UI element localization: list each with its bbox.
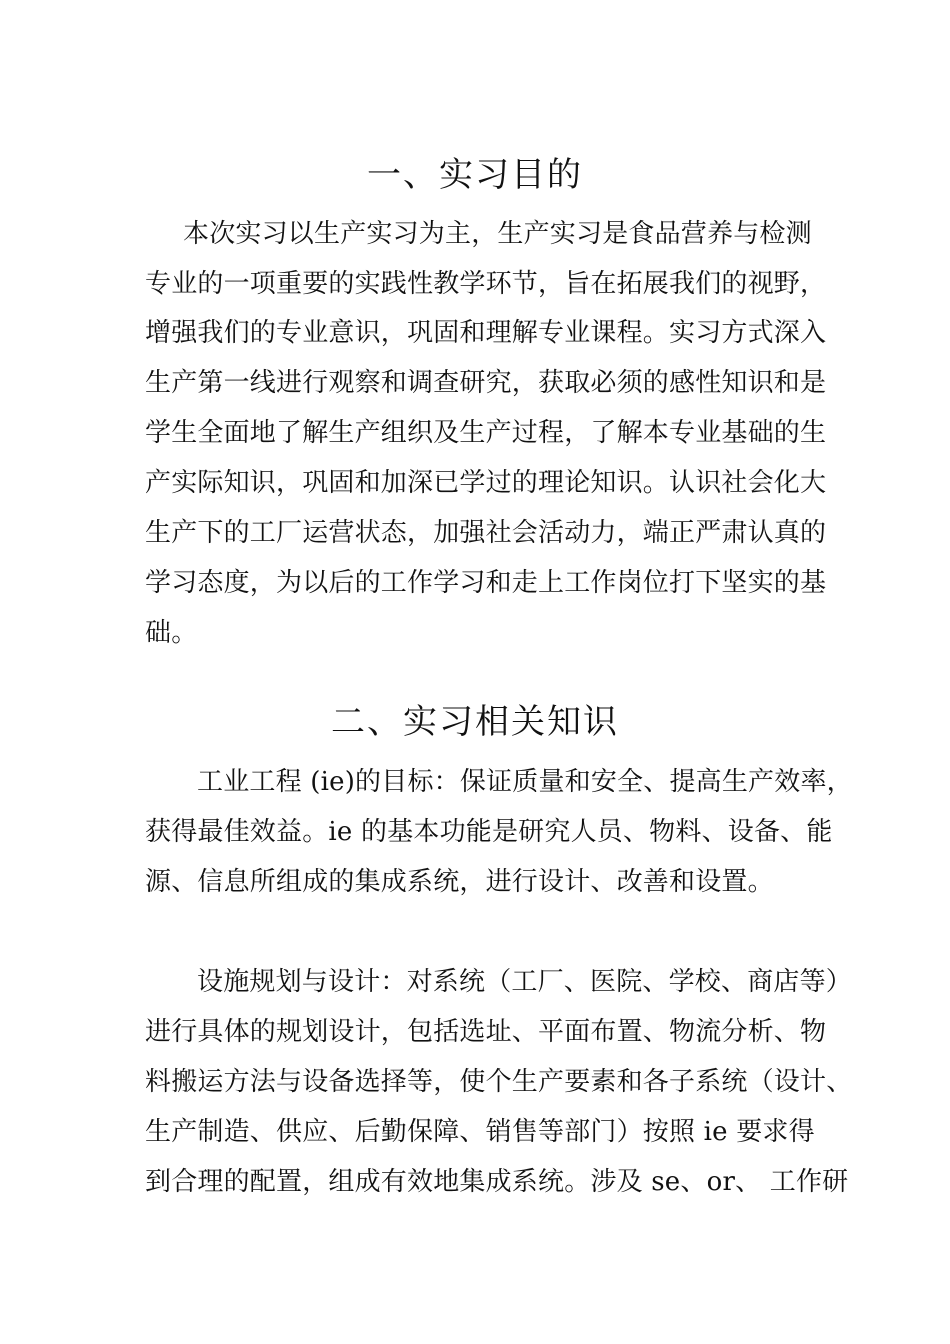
paragraph-line: 设施规划与设计：对系统（工厂、医院、学校、商店等） <box>197 967 853 997</box>
section-heading-purpose: 一、实习目的 <box>367 155 583 195</box>
paragraph-line: 本次实习以生产实习为主，生产实习是食品营养与检测 <box>183 219 812 249</box>
paragraph-line: 到合理的配置，组成有效地集成系统。涉及 se、or、 工作研 <box>145 1167 849 1197</box>
paragraph-line: 产实际知识，巩固和加深已学过的理论知识。认识社会化大 <box>145 468 827 498</box>
paragraph-line: 工业工程 (ie)的目标：保证质量和安全、提高生产效率， <box>197 767 853 797</box>
paragraph-line: 获得最佳效益。ie 的基本功能是研究人员、物料、设备、能 <box>145 817 833 847</box>
paragraph-line: 生产下的工厂运营状态，加强社会活动力，端正严肃认真的 <box>145 518 827 548</box>
paragraph-line: 础。 <box>145 618 198 648</box>
paragraph-line: 学生全面地了解生产组织及生产过程，了解本专业基础的生 <box>145 418 827 448</box>
section-heading-knowledge: 二、实习相关知识 <box>331 702 619 742</box>
paragraph-line: 增强我们的专业意识，巩固和理解专业课程。实习方式深入 <box>145 318 827 348</box>
paragraph-line: 进行具体的规划设计，包括选址、平面布置、物流分析、物 <box>145 1017 827 1047</box>
paragraph-line: 生产第一线进行观察和调查研究，获取必须的感性知识和是 <box>145 368 827 398</box>
paragraph-line: 学习态度，为以后的工作学习和走上工作岗位打下坚实的基 <box>145 568 827 598</box>
paragraph-line: 料搬运方法与设备选择等，使个生产要素和各子系统（设计、 <box>145 1067 853 1097</box>
paragraph-line: 专业的一项重要的实践性教学环节，旨在拓展我们的视野， <box>145 269 827 299</box>
paragraph-line: 生产制造、供应、后勤保障、销售等部门）按照 ie 要求得 <box>145 1117 815 1147</box>
paragraph-line: 源、信息所组成的集成系统，进行设计、改善和设置。 <box>145 867 774 897</box>
